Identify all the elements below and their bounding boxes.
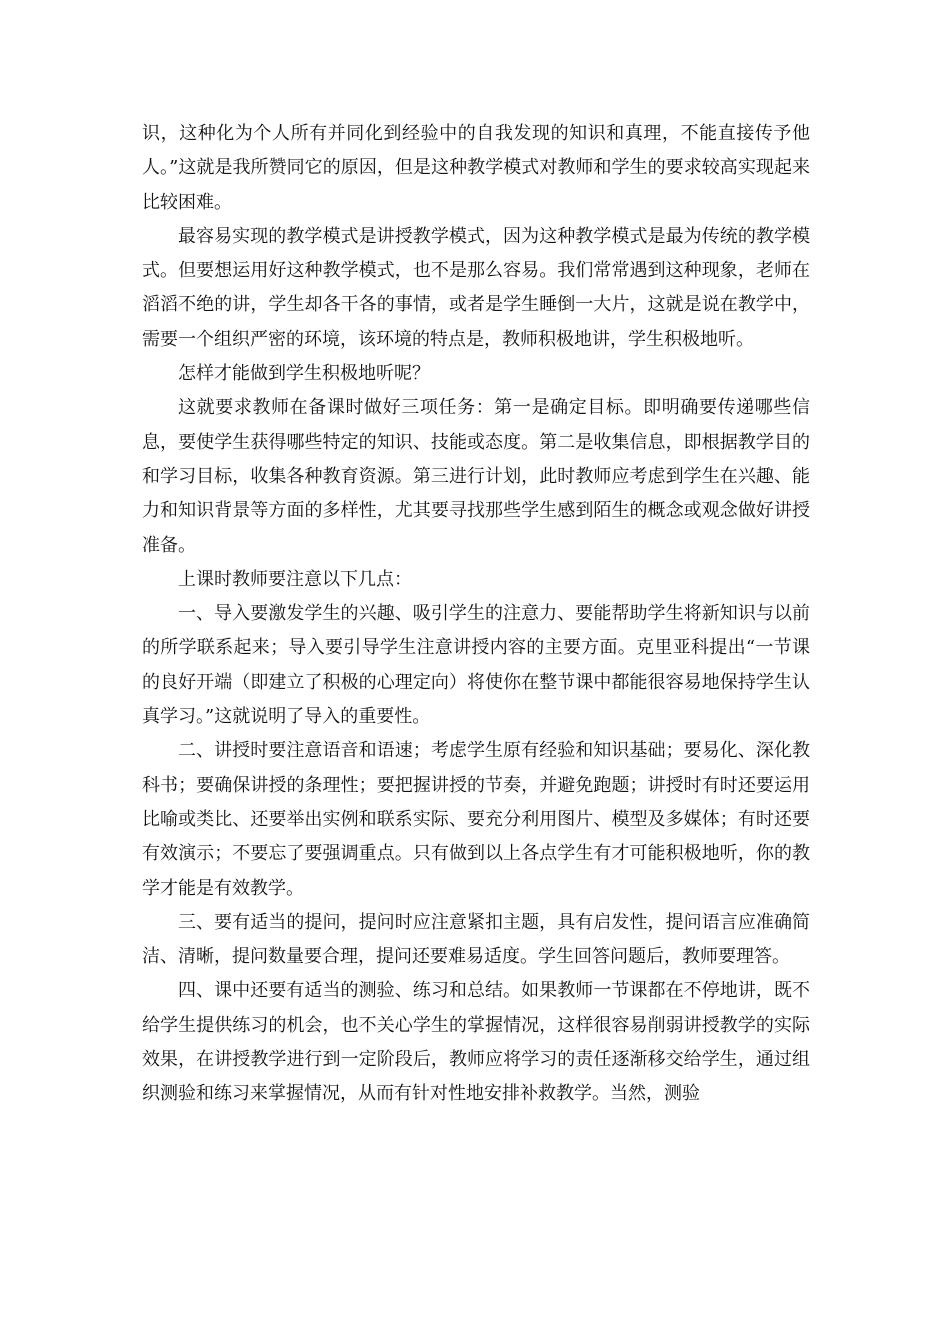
document-body <box>142 117 810 1112</box>
paragraph-class-points-intro: 上课时教师要注意以下几点： <box>178 568 412 590</box>
paragraph-lecture-model: 最容易实现的教学模式是讲授教学模式，因为这种教学模式是最为传统的教学模式。但要想运用好这种教学模式，也不是那么容易。我们常常遇到这种现象，老师在滔滔不绝的讲，学生却各干各的事情，或者是学生睡倒一大片，这就是说在教学中，需要一个组织严密的环境，该环境的特点是，教师积极地讲，学生积极地听。 <box>142 225 810 350</box>
paragraph-point-four: 四、课中还要有适当的测验、练习和总结。如果教师一节课都在不停地讲，既不给学生提供练习的机会，也不关心学生的掌握情况，这样很容易削弱讲授教学的实际效果，在讲授教学进行到一定阶段后，教师应将学习的责任逐渐移交给学生，通过组织测验和练习来掌握情况，从而有针对性地安排补救教学。当然，测验 <box>142 980 810 1105</box>
paragraph-point-one: 一、导入要激发学生的兴趣、吸引学生的注意力、要能帮助学生将新知识与以前的所学联系起来；导入要引导学生注意讲授内容的主要方面。克里亚科提出“一节课的良好开端（即建立了积极的心理定向）将使你在整节课中都能很容易地保持学生认真学习。”这就说明了导入的重要性。 <box>142 603 810 728</box>
paragraph-preparation-tasks: 这就要求教师在备课时做好三项任务：第一是确定目标。即明确要传递哪些信息，要使学生获得哪些特定的知识、技能或态度。第二是收集信息，即根据教学目的和学习目标，收集各种教育资源。第三进行计划，此时教师应考虑到学生在兴趣、能力和知识背景等方面的多样性，尤其要寻找那些学生感到陌生的概念或观念做好讲授准备。 <box>142 397 810 556</box>
paragraph-question: 怎样才能做到学生积极地听呢？ <box>178 363 430 385</box>
paragraph-continuation: 识，这种化为个人所有并同化到经验中的自我发现的知识和真理，不能直接传予他人。”这就是我所赞同它的原因，但是这种教学模式对教师和学生的要求较高实现起来比较困难。 <box>142 123 810 213</box>
paragraph-point-three: 三、要有适当的提问，提问时应注意紧扣主题，具有启发性，提问语言应准确简洁、清晰，提问数量要合理，提问还要难易适度。学生回答问题后，教师要理答。 <box>142 911 810 968</box>
paragraph-point-two: 二、讲授时要注意语音和语速；考虑学生原有经验和知识基础；要易化、深化教科书；要确保讲授的条理性；要把握讲授的节奏，并避免跑题；讲授时有时还要运用比喻或类比、还要举出实例和联系实际、要充分利用图片、模型及多媒体；有时还要有效演示；不要忘了要强调重点。只有做到以上各点学生有才可能积极地听，你的教学才能是有效教学。 <box>142 740 810 899</box>
